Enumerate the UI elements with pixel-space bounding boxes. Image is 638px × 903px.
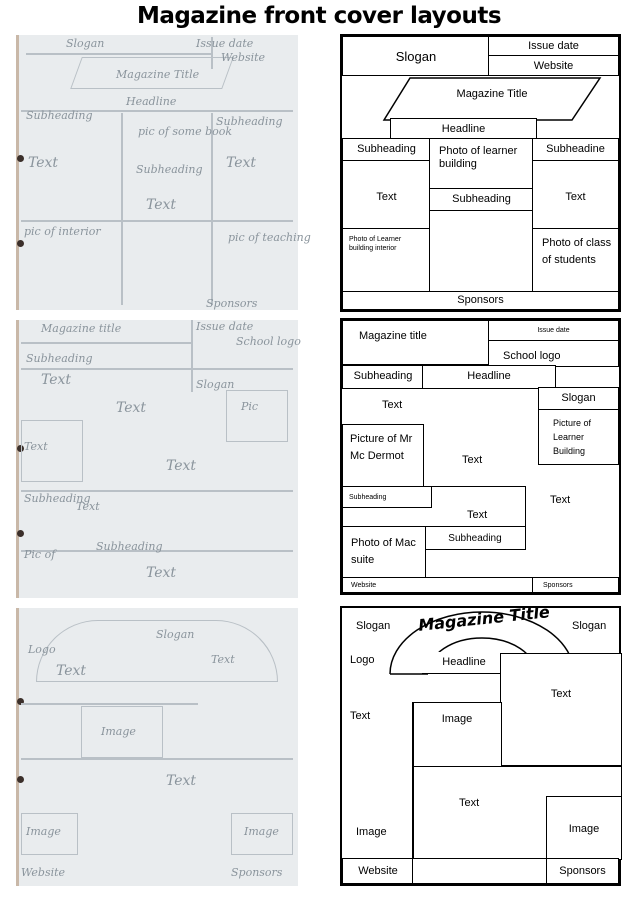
sketch-note: Subheading — [24, 492, 91, 505]
sketch-note: pic of teaching — [228, 231, 311, 244]
logo: Logo — [350, 654, 375, 666]
subheading-1: Subheading — [353, 370, 413, 382]
text-mid: Text — [462, 454, 483, 466]
text-right-top-box — [500, 653, 622, 766]
sketch-note: Slogan — [66, 37, 105, 50]
issue-date: Issue date — [537, 327, 570, 334]
sketch-note: School logo — [236, 335, 301, 348]
sketch-photo-2 — [16, 320, 301, 598]
photo-class: Photo of class of students — [542, 237, 612, 266]
sketch-photo-3 — [16, 608, 298, 886]
website: Website — [351, 582, 377, 589]
issue-date-box — [488, 320, 619, 342]
photo-mac-box — [342, 526, 426, 578]
subheading-2: Subheading — [448, 533, 502, 544]
text-right-box — [532, 160, 619, 230]
subheading-mid-box — [429, 188, 534, 212]
photo-class-box — [532, 228, 619, 293]
picture-mr-box — [342, 424, 424, 488]
sketch-note: Subheading — [136, 163, 203, 176]
sketch-note: Text — [226, 155, 257, 171]
sketch-photo-1 — [16, 35, 311, 310]
text-left: Text — [376, 191, 397, 203]
sponsors: Sponsors — [457, 294, 504, 306]
sketch-note: Text — [41, 372, 72, 388]
sketch-note: Slogan — [196, 378, 235, 391]
sketch-note: Text — [146, 565, 177, 581]
sketch-note: pic of interior — [24, 225, 101, 238]
text-lower-box — [342, 486, 526, 528]
image-mid: Image — [441, 713, 473, 725]
text-lower: Text — [467, 509, 488, 521]
sketch-note: Website — [221, 51, 266, 64]
sketch-note: Text — [28, 155, 59, 171]
layout-3 — [340, 602, 621, 886]
slogan-left: Slogan — [356, 620, 391, 632]
subheading-right: Subheadine — [546, 143, 605, 155]
text-right: Text — [550, 494, 571, 506]
text-right: Text — [565, 191, 586, 203]
sketch-note: Magazine title — [41, 322, 122, 335]
magazine-title: Magazine Title — [417, 602, 551, 635]
school-logo: School logo — [503, 350, 561, 362]
footer-blank-box — [412, 858, 548, 884]
sponsors: Sponsors — [559, 865, 606, 877]
image-right-box — [546, 796, 622, 860]
photo-interior: Photo of Learner building interior — [349, 236, 402, 252]
subheading-mid: Subheading — [452, 193, 511, 205]
sketch-note: Subheading — [26, 109, 93, 122]
magazine-title: Magazine title — [359, 330, 427, 342]
sketch-note: Pic of — [24, 548, 56, 561]
sketch-note: Subheading — [26, 352, 93, 365]
sponsors-box — [342, 291, 619, 310]
sketch-note: Slogan — [156, 628, 195, 641]
sketch-note: Issue date — [196, 320, 254, 333]
image-mid-box — [412, 702, 502, 768]
headline-box — [422, 652, 506, 674]
sketch-note: Website — [21, 866, 66, 879]
sketch-note: Sponsors — [206, 297, 258, 310]
layout-2 — [340, 318, 621, 595]
headline: Headline — [441, 123, 486, 135]
subheading-1-box — [342, 365, 424, 389]
sketch-note: Text — [116, 400, 147, 416]
sketch-note: Text — [76, 500, 100, 513]
sketch-note: Subheading — [216, 115, 283, 128]
slogan: Slogan — [395, 49, 437, 64]
website-box — [342, 577, 534, 593]
headline-box — [390, 118, 537, 140]
picture-learner: Picture of Learner Building — [553, 418, 592, 456]
sketch-note: Magazine Title — [116, 68, 200, 81]
sketch-note: Pic — [241, 400, 259, 413]
image-right: Image — [568, 823, 600, 835]
slogan-box — [342, 36, 490, 76]
photo-learner-building: Photo of learner building — [439, 145, 518, 170]
sketch-note: Text — [166, 773, 197, 789]
sketch-note: pic of some book — [138, 125, 233, 138]
sketch-note: Sponsors — [231, 866, 283, 879]
sketch-note: Text — [146, 197, 177, 213]
sketch-note: Image — [244, 825, 279, 838]
headline: Headline — [442, 656, 486, 668]
text-left-box — [342, 160, 431, 230]
text-right-top: Text — [550, 688, 572, 700]
slogan-right: Slogan — [572, 620, 607, 632]
sponsors: Sponsors — [543, 582, 573, 589]
image-left: Image — [356, 826, 387, 838]
website: Website — [358, 865, 398, 877]
sketch-note: Text — [211, 653, 235, 666]
subheading-left: Subheading — [357, 143, 416, 155]
sponsors-box — [546, 858, 619, 884]
photo-learner-building-box — [429, 138, 534, 190]
issue-date-box — [488, 36, 619, 57]
photo-interior-box — [342, 228, 431, 293]
magazine-title: Magazine Title — [456, 88, 528, 100]
website-box — [488, 55, 619, 76]
subheading-left-box — [342, 138, 431, 162]
sketch-note: Logo — [28, 643, 56, 656]
sketch-note: Headline — [126, 95, 177, 108]
issue-date: Issue date — [528, 40, 579, 52]
picture-learner-box — [538, 409, 619, 465]
sketch-note: Text — [56, 663, 87, 679]
website: Website — [533, 60, 574, 72]
sponsors-box — [532, 577, 619, 593]
subheading-right-box — [532, 138, 619, 162]
text-1: Text — [382, 399, 403, 411]
picture-mr: Picture of Mr Mc Dermot — [350, 433, 413, 462]
slogan: Slogan — [561, 392, 596, 404]
sketch-note: Subheading — [96, 540, 163, 553]
sketch-note: Image — [101, 725, 136, 738]
photo-mac: Photo of Mac suite — [351, 537, 416, 566]
center-blank-box — [429, 210, 534, 293]
subheading-2-box — [424, 526, 526, 550]
sketch-note: Text — [24, 440, 48, 453]
text-mid: Text — [459, 797, 480, 809]
sketch-note: Image — [26, 825, 61, 838]
slogan-box — [538, 387, 619, 411]
website-box — [342, 858, 414, 884]
text-left: Text — [350, 710, 371, 722]
sketch-note: Text — [166, 458, 197, 474]
headline: Headline — [467, 370, 511, 382]
subheading-small: Subheading — [349, 494, 387, 501]
headline-box — [422, 365, 556, 389]
magazine-title-box — [342, 320, 490, 365]
sketch-note: Issue date — [196, 37, 254, 50]
layout-1 — [340, 34, 621, 312]
school-logo-box — [488, 340, 619, 367]
page-title: Magazine front cover layouts — [136, 3, 502, 29]
